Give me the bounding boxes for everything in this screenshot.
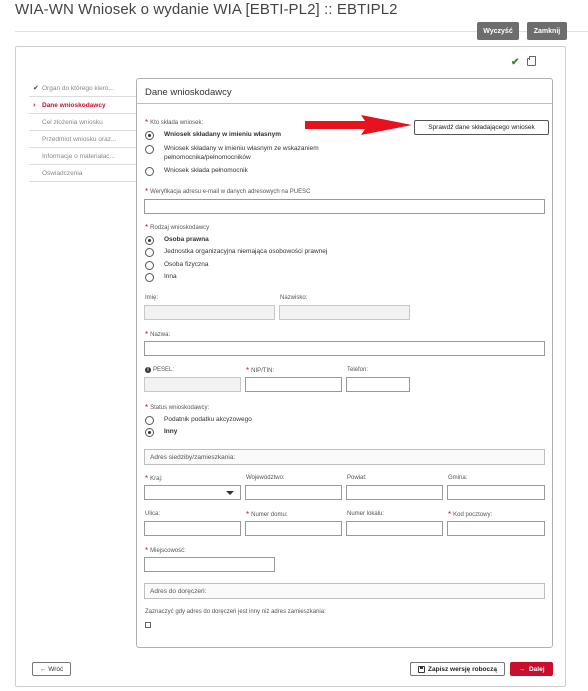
email-verification-label: * Weryfikacja adresu e-mail w danych adresowych na PUESC (145, 187, 311, 196)
pesel-input (144, 377, 241, 392)
radio-type-other[interactable]: Inna (145, 273, 177, 282)
close-button[interactable]: Zamknij (527, 22, 567, 40)
radio-button[interactable] (145, 428, 154, 437)
info-icon: i (145, 367, 151, 373)
radio-button[interactable] (145, 416, 154, 425)
chevron-down-icon (226, 491, 234, 495)
check-icon: ✔ (33, 85, 39, 92)
radio-button[interactable] (145, 261, 154, 270)
house-number-label: * Numer domu: (246, 510, 288, 519)
sidebar-item-declarations[interactable] (29, 165, 136, 182)
radio-button[interactable] (145, 167, 154, 176)
municipality-input[interactable] (447, 485, 545, 500)
wizard-steps (29, 80, 136, 182)
arrow-left-icon: ← (39, 665, 47, 673)
arrow-right-icon (305, 115, 413, 137)
different-delivery-checkbox[interactable] (145, 622, 151, 628)
country-select[interactable] (144, 485, 241, 500)
applicant-type-label: * Rodzaj wnioskodawcy (145, 223, 210, 232)
radio-submitter-proxy[interactable]: Wniosek składa pełnomocnik (145, 167, 345, 176)
back-button[interactable]: ← Wróć (32, 662, 71, 676)
country-label: * Kraj: (145, 474, 163, 483)
sidebar-item-label: Cel złożenia wniosku (42, 118, 103, 126)
postal-code-label: * Kod pocztowy: (448, 510, 493, 519)
radio-type-org-unit[interactable]: Jednostka organizacyjna niemająca osobowości prawnej (145, 248, 327, 257)
radio-button[interactable] (145, 131, 154, 140)
radio-button[interactable] (145, 145, 154, 154)
form-heading: Dane wnioskodawcy (145, 87, 232, 98)
street-label: Ulica: (145, 511, 161, 517)
sidebar-item-label: Przedmiot wniosku oraz... (42, 135, 117, 143)
radio-status-excise-taxpayer[interactable]: Podatnik podatku akcyzowego (145, 416, 252, 425)
delivery-address-section-header: Adres do doręczeń: (144, 583, 545, 599)
district-input[interactable] (346, 485, 443, 500)
radio-button[interactable] (145, 248, 154, 257)
address-section-header: Adres siedziby/zamieszkania: (144, 449, 545, 465)
radio-submitter-own[interactable]: Wniosek składany w imieniu własnym (145, 131, 345, 140)
city-input[interactable] (144, 557, 275, 572)
arrow-right-icon: → (518, 665, 525, 673)
heading-divider (137, 103, 552, 104)
submitter-label: * Kto składa wniosek: (145, 118, 204, 127)
municipality-label: Gmina: (448, 475, 468, 481)
nip-label: * NIP/TIN: (246, 366, 275, 375)
sidebar-item-applicant-data[interactable] (29, 97, 136, 114)
check-icon[interactable]: ✔ (511, 57, 520, 68)
name-input[interactable] (144, 341, 545, 356)
sidebar-item-purpose[interactable] (29, 114, 136, 131)
nip-input[interactable] (245, 377, 342, 392)
email-verification-input[interactable] (144, 199, 545, 214)
pesel-label: i PESEL: (145, 367, 174, 373)
house-number-input[interactable] (245, 521, 342, 536)
save-icon (418, 666, 425, 673)
first-name-label: Imię: (145, 295, 159, 301)
sidebar-item-subject[interactable] (29, 131, 136, 148)
last-name-input (279, 305, 410, 320)
clear-button[interactable]: Wyczyść (477, 22, 519, 40)
radio-button[interactable] (145, 273, 154, 282)
province-label: Województwo: (246, 475, 285, 481)
radio-submitter-with-proxy[interactable]: Wniosek składany w imieniu własnym ze wskazaniem pełnomocnika/pełnomocników (145, 145, 355, 162)
radio-type-natural-person[interactable]: Osoba fizyczna (145, 261, 208, 270)
check-submitter-button[interactable]: Sprawdź dane składającego wniosek (414, 120, 549, 135)
sidebar-item-label: Dane wnioskodawcy (42, 101, 106, 109)
chevron-right-icon: › (33, 101, 36, 109)
sidebar-item-label: Oświadczenia (42, 169, 83, 177)
radio-type-legal-person[interactable]: Osoba prawna (145, 236, 209, 245)
radio-button[interactable] (145, 236, 154, 245)
page-title: WIA-WN Wniosek o wydanie WIA [EBTI-PL2] :: EBTIPL2 (15, 1, 398, 18)
phone-label: Telefon: (347, 367, 369, 373)
radio-status-other[interactable]: Inny (145, 428, 177, 437)
status-label: * Status wnioskodawcy: (145, 403, 210, 412)
sidebar-item-label: Informacje o materiałac... (42, 152, 115, 160)
apartment-number-label: Numer lokalu: (347, 511, 385, 517)
apartment-number-input[interactable] (346, 521, 443, 536)
sidebar-item-label: Organ do którego kiero... (42, 84, 114, 92)
sidebar-item-materials[interactable] (29, 148, 136, 165)
sidebar-item-organ[interactable] (29, 80, 136, 97)
print-icon[interactable] (527, 58, 536, 66)
phone-input[interactable] (346, 377, 410, 392)
district-label: Powiat: (347, 475, 367, 481)
province-input[interactable] (245, 485, 342, 500)
city-label: * Miejscowość: (145, 546, 186, 555)
last-name-label: Nazwisko: (280, 295, 308, 301)
postal-code-input[interactable] (447, 521, 545, 536)
street-input[interactable] (144, 521, 241, 536)
name-label: * Nazwa: (145, 330, 171, 339)
next-button[interactable]: → Dalej (510, 662, 553, 676)
save-draft-button[interactable]: Zapisz wersję roboczą (410, 662, 505, 676)
first-name-input (144, 305, 275, 320)
different-delivery-label: Zaznaczyć gdy adres do doręczeń jest inny niż adres zamieszkania: (145, 609, 326, 615)
